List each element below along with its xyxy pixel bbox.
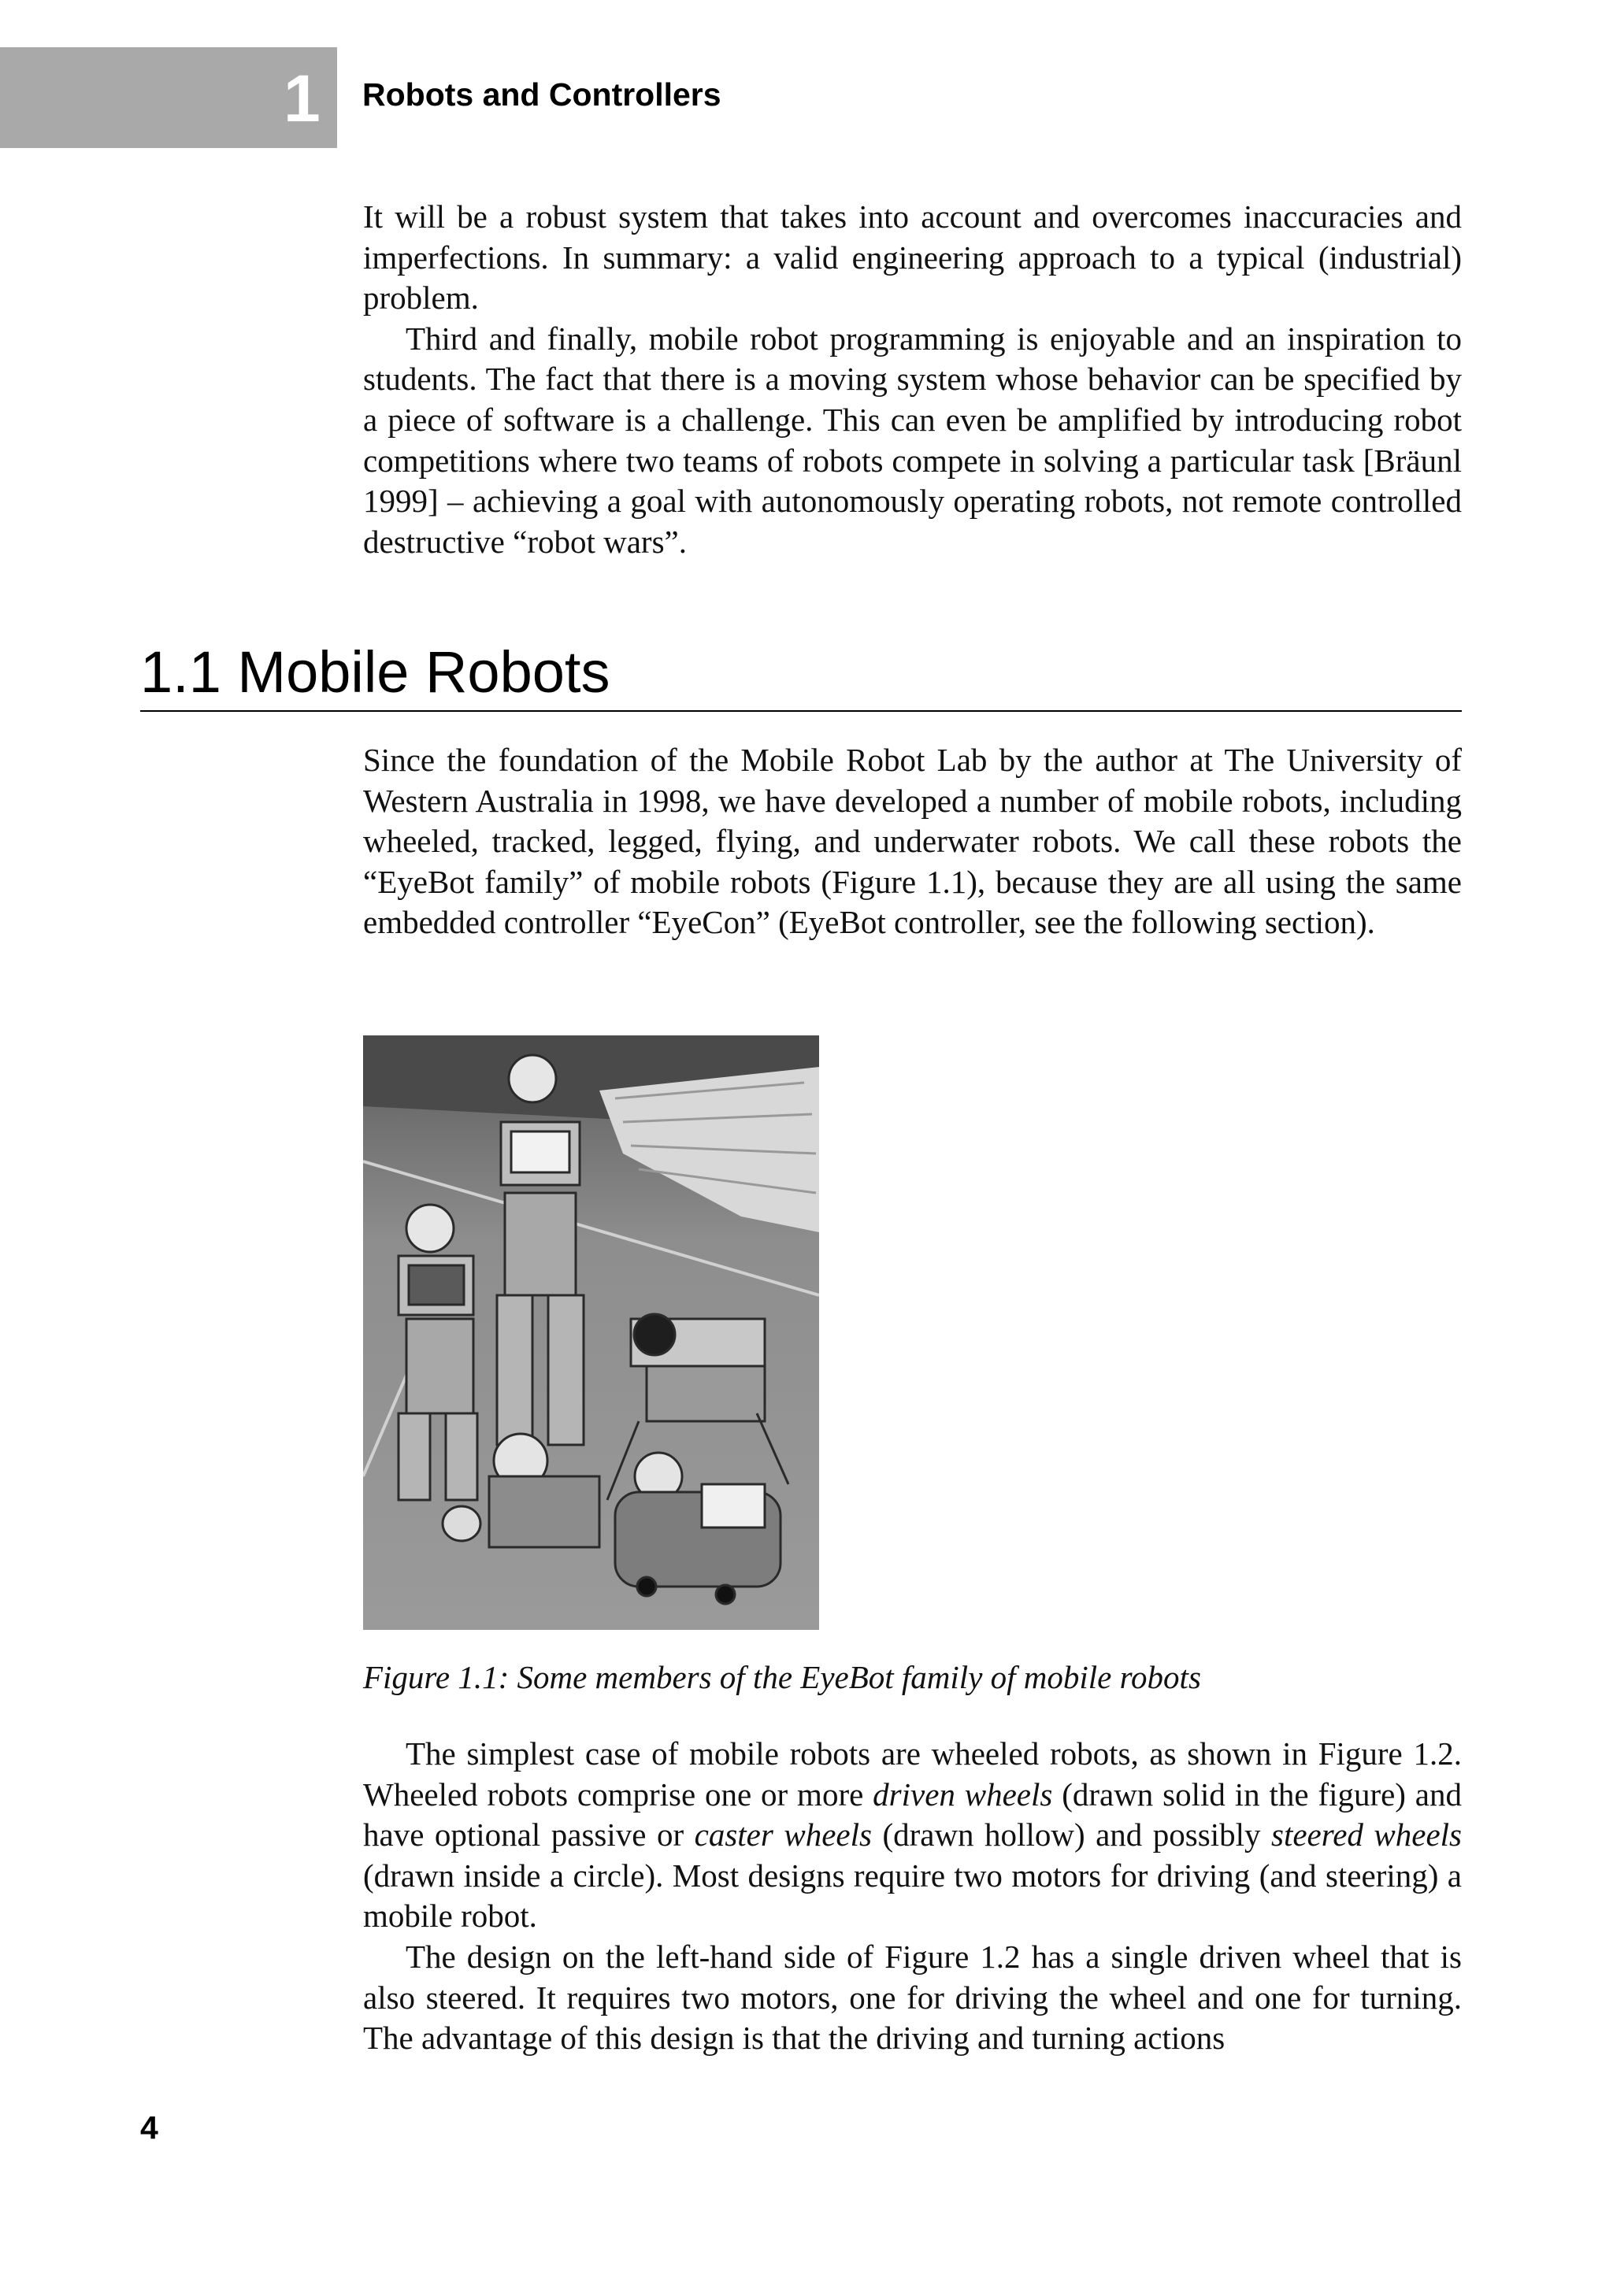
intro-paragraph-2: Third and finally, mobile robot programming is enjoyable and an inspiration to students. The fact that there is a moving system whose behavior can be specified by a piece of software is a challenge. This can even be amplified by introducing robot competitions where two teams of robots compete in solving a particular task [Bräunl 1999] – achieving a goal with autonomously operating robots, not remote controlled destructive “robot wars”. bbox=[363, 320, 1462, 560]
robots-photo-illustration bbox=[363, 1035, 819, 1630]
section-text bbox=[363, 740, 1462, 943]
caster-wheels-term: caster wheels bbox=[694, 1816, 872, 1853]
section-paragraph: Since the foundation of the Mobile Robot Lab by the author at The University of Western Australia in 1998, we have developed a number of mobile robots, including wheeled, tracked, legged, flying, and underwater robots. We call these robots the “EyeBot family” of mobile robots (Figure 1.1), because they are all using the same embedded controller “EyeCon” (EyeBot controller, see the following section). bbox=[363, 742, 1462, 941]
section-rule bbox=[140, 710, 1462, 712]
driven-wheels-term: driven wheels bbox=[873, 1776, 1053, 1813]
intro-text bbox=[363, 197, 1462, 562]
body-paragraph-2: The design on the left-hand side of Figure 1.2 has a single driven wheel that is also steered. It requires two motors, one for driving the wheel and one for turning. The advantage of this design is that the driving and turning actions bbox=[363, 1938, 1462, 2057]
body-text bbox=[363, 1734, 1462, 2059]
body-paragraph-1 bbox=[363, 1734, 1462, 1937]
steered-wheels-term: steered wheels bbox=[1271, 1816, 1462, 1853]
running-title: Robots and Controllers bbox=[362, 76, 721, 113]
intro-paragraph-1: It will be a robust system that takes into account and overcomes inaccuracies and imperfections. In summary: a valid engineering approach to a typical (industrial) problem. bbox=[363, 198, 1462, 317]
section-heading: 1.1 Mobile Robots bbox=[140, 639, 610, 705]
body-paragraph-1-part-d: (drawn inside a circle). Most designs require two motors for driving (and steering) a mobile robot. bbox=[363, 1857, 1462, 1935]
body-paragraph-1-part-a: The simplest case of mobile robots are wheeled robots, as shown in Figure 1.2. Wheeled robots comprise one or more bbox=[363, 1735, 1462, 1813]
chapter-number: 1 bbox=[284, 61, 321, 135]
robots-photo bbox=[363, 1035, 819, 1630]
page-number: 4 bbox=[140, 2109, 158, 2146]
body-paragraph-1-part-c: (drawn hollow) and possibly bbox=[871, 1816, 1272, 1853]
figure-caption: Figure 1.1: Some members of the EyeBot family of mobile robots bbox=[363, 1659, 1201, 1695]
body-paragraph-1-part-b: (drawn solid in the figure) and have optional passive or bbox=[363, 1776, 1463, 1853]
